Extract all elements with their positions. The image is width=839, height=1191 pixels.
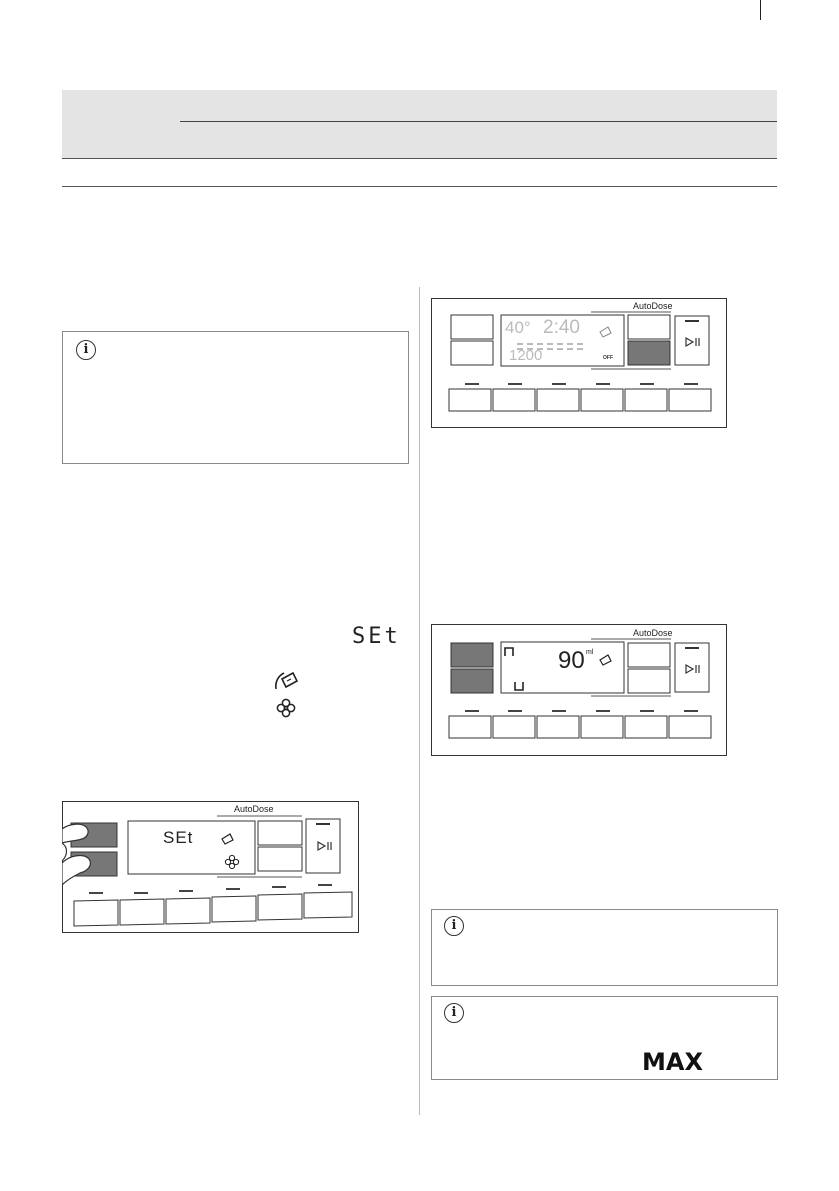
function-button[interactable]: [669, 716, 711, 738]
option-button-upper[interactable]: [451, 315, 493, 339]
function-button[interactable]: [166, 898, 210, 924]
display-unit: ml: [586, 649, 594, 656]
option-button-lower-highlighted[interactable]: [451, 669, 493, 693]
max-label: MAX: [642, 1048, 703, 1076]
option-button-lower[interactable]: [451, 341, 493, 365]
info-icon: i: [76, 340, 96, 360]
display-temperature: 40°: [505, 318, 531, 337]
autodose-label: AutoDose: [633, 628, 673, 638]
function-button[interactable]: [304, 892, 352, 918]
function-button[interactable]: [537, 389, 579, 411]
display-spin: 1200: [509, 347, 543, 364]
autodose-button-upper[interactable]: [258, 821, 302, 845]
function-button[interactable]: [625, 716, 667, 738]
function-button[interactable]: [493, 389, 535, 411]
page-edge-rule: [760, 0, 761, 20]
autodose-label: AutoDose: [234, 804, 274, 814]
function-button[interactable]: [581, 389, 623, 411]
function-button[interactable]: [120, 899, 164, 925]
display-status: OFF: [603, 355, 613, 361]
table-rule: [62, 186, 777, 187]
autodose-button-upper[interactable]: [628, 315, 670, 339]
table-header-band: [62, 90, 777, 158]
table-rule: [62, 158, 777, 159]
info-note: [62, 331, 409, 464]
function-button[interactable]: [449, 389, 491, 411]
column-divider: [419, 287, 420, 1115]
detergent-dispenser-icon: [273, 669, 299, 693]
set-display-glyph: SEt: [352, 624, 401, 649]
function-button[interactable]: [212, 896, 256, 922]
info-note: [431, 996, 778, 1080]
display-time: 2:40: [543, 317, 580, 338]
autodose-label: AutoDose: [633, 301, 673, 311]
control-panel-dose-setting: [431, 624, 728, 757]
table-header-subrule: [180, 121, 777, 122]
display-amount: 90: [558, 647, 585, 674]
function-button[interactable]: [493, 716, 535, 738]
autodose-button-lower[interactable]: [258, 847, 302, 871]
function-button[interactable]: [449, 716, 491, 738]
start-pause-button[interactable]: [306, 819, 340, 873]
start-pause-button[interactable]: [675, 643, 709, 692]
display-code: SEt: [163, 828, 194, 847]
autodose-button-lower-highlighted[interactable]: [628, 341, 670, 365]
info-note: [431, 909, 778, 986]
function-button[interactable]: [537, 716, 579, 738]
info-icon: i: [444, 1003, 464, 1023]
start-pause-button[interactable]: [675, 316, 709, 365]
control-panel-set-mode: [62, 801, 360, 934]
function-button[interactable]: [669, 389, 711, 411]
autodose-button-lower[interactable]: [628, 669, 670, 693]
autodose-button-upper[interactable]: [628, 643, 670, 667]
info-icon: i: [444, 916, 464, 936]
control-panel-default: [431, 298, 728, 429]
function-button[interactable]: [581, 716, 623, 738]
function-button[interactable]: [74, 900, 118, 926]
function-button[interactable]: [258, 894, 302, 920]
option-button-upper-highlighted[interactable]: [451, 643, 493, 667]
function-button[interactable]: [625, 389, 667, 411]
softener-flower-icon: [275, 697, 297, 719]
